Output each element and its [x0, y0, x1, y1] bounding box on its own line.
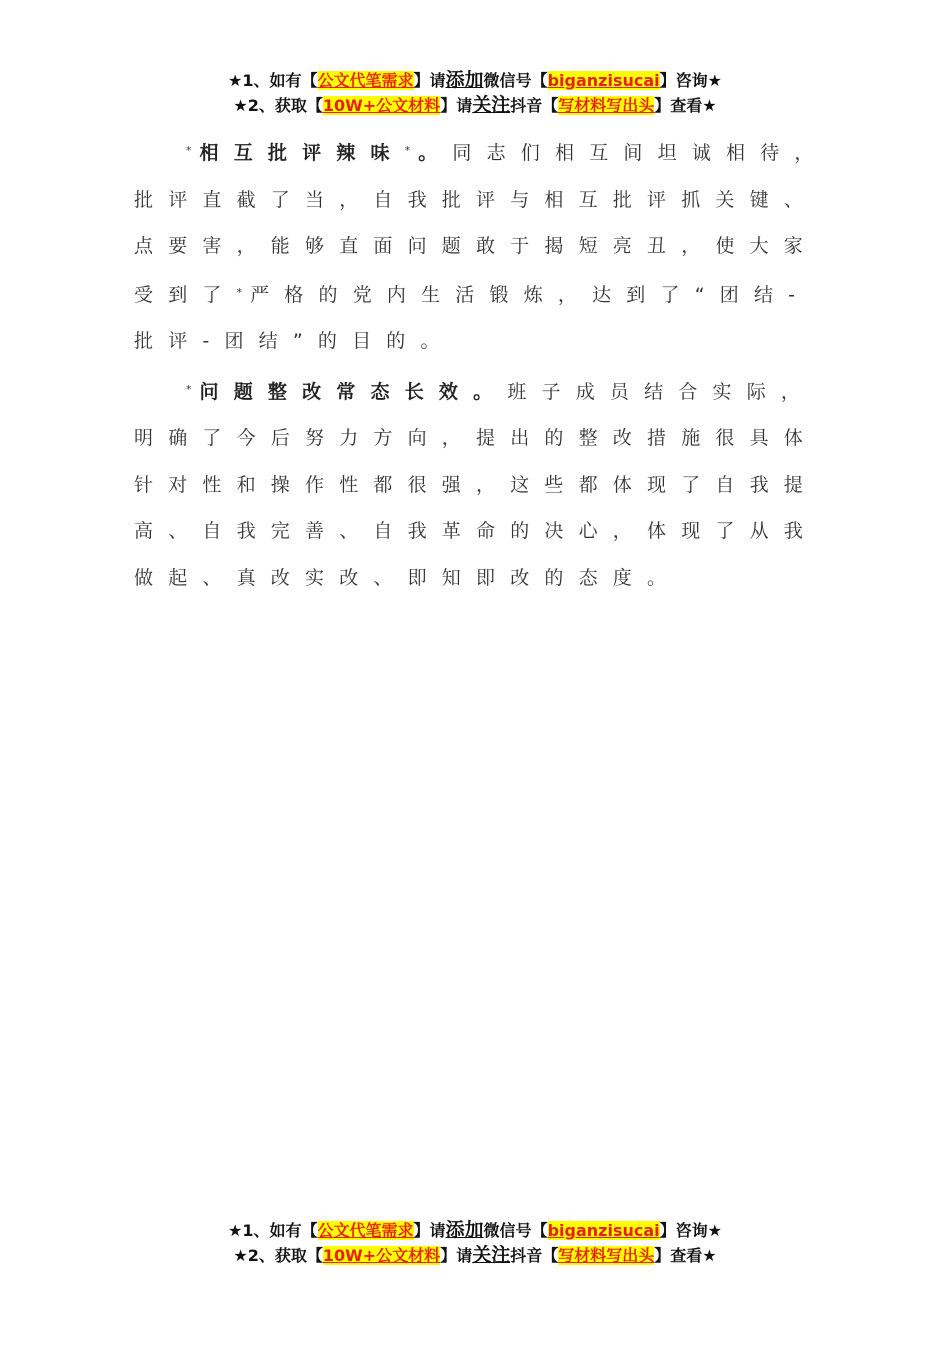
footer-banner: [0, 1218, 950, 1268]
banner-text: 】请: [413, 71, 446, 90]
banner-text: 微信号【: [483, 71, 548, 90]
banner-emphasis: 添加: [445, 1219, 484, 1241]
banner-text: 】查看★: [654, 96, 717, 115]
banner-text: 】请: [413, 1221, 446, 1240]
paragraph-text: 班子成员结合实际，明确了今后努力方向，提出的整改措施很具体针对性和操作性都很强，这些都体现了自我提高、自我完善、自我革命的决心，体现了从我做起、真改实改、即知即改的态度。: [134, 380, 819, 589]
banner-text: 】请: [440, 96, 473, 115]
banner-emphasis: 关注: [472, 1244, 511, 1266]
banner-emphasis: 关注: [472, 94, 511, 116]
banner-text: 】咨询★: [659, 71, 722, 90]
paragraph-criticism: [134, 128, 834, 365]
highlight-wechat-id: biganzisucai: [547, 1221, 660, 1240]
paragraph-rectification: [134, 367, 834, 602]
banner-text: 】查看★: [654, 1246, 717, 1265]
banner-line-2: [0, 93, 950, 118]
star-marker: *: [404, 144, 419, 157]
banner-text: 抖音【: [510, 96, 559, 115]
star-marker: *: [186, 144, 200, 157]
banner-text: 微信号【: [483, 1221, 548, 1240]
paragraph-lead: 相互批评辣味: [199, 142, 405, 164]
star-marker: *: [236, 285, 251, 299]
star-marker: *: [186, 382, 200, 396]
banner-line-2: [0, 1243, 950, 1268]
banner-text: ★1、如有【: [228, 1221, 318, 1240]
header-banner: [0, 68, 950, 118]
banner-text: 】请: [440, 1246, 473, 1265]
paragraph-lead-end: 。: [473, 380, 508, 403]
highlight-douyin-account: 写材料写出头: [558, 1246, 655, 1265]
banner-text: 抖音【: [510, 1246, 559, 1265]
banner-text: 】咨询★: [659, 1221, 722, 1240]
document-body: [134, 128, 834, 602]
paragraph-text: 同志们相互间坦诚相待，批评直截了当，自我批评与相互批评抓关键、点要害，能够直面问题敢于揭短亮丑，使大家受到了: [134, 142, 829, 306]
banner-line-1: [0, 68, 950, 93]
banner-text: ★2、获取【: [233, 96, 323, 115]
paragraph-text: 严格的党内生活锻炼，达到了“团结-批评-团结”的目的。: [134, 283, 811, 353]
banner-emphasis: 添加: [445, 69, 484, 91]
highlight-service: 公文代笔需求: [317, 1221, 414, 1240]
highlight-materials: 10W+公文材料: [322, 96, 441, 115]
paragraph-lead-end: 。: [418, 142, 453, 164]
banner-text: ★2、获取【: [233, 1246, 323, 1265]
banner-line-1: [0, 1218, 950, 1243]
highlight-wechat-id: biganzisucai: [547, 71, 660, 90]
highlight-service: 公文代笔需求: [317, 71, 414, 90]
highlight-materials: 10W+公文材料: [322, 1246, 441, 1265]
banner-text: ★1、如有【: [228, 71, 318, 90]
paragraph-lead: 问题整改常态长效: [199, 380, 474, 403]
highlight-douyin-account: 写材料写出头: [558, 96, 655, 115]
